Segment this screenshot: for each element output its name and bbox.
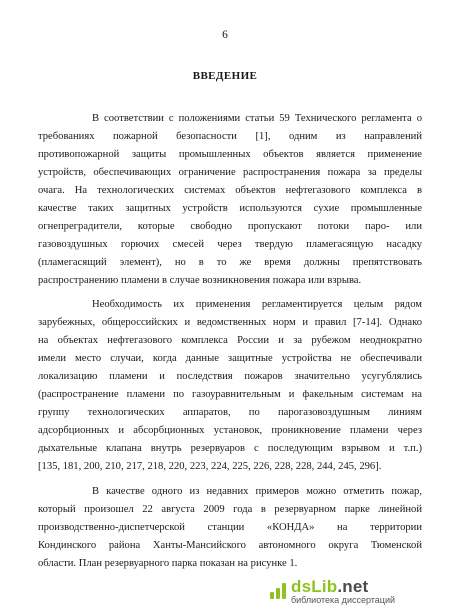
watermark-tagline: библиотека диссертаций: [291, 595, 396, 605]
logo-part-dslib: dsLib: [291, 577, 338, 596]
text-line: В качестве одного из недавних примеров можно отметить пожар,: [92, 486, 422, 497]
text-line: Необходимость их применения регламентируется целым рядом: [92, 299, 422, 310]
text-line: (пламегасящий элемент), но в то же время должны препятствовать: [38, 257, 422, 268]
page-number: 6: [222, 29, 228, 41]
text-line: производственно-диспетчерской станции «КОНДА» на территории: [38, 522, 422, 533]
text-line: Кондинского района Ханты-Мансийского автономного округа Тюменской: [38, 540, 422, 551]
watermark-logo: [291, 577, 368, 597]
text-line: очага. На технологических системах объектов нефтегазового комплекса в: [38, 185, 422, 196]
text-line: устройств, обеспечивающих ограничение распространения пожара за пределы: [38, 167, 422, 178]
text-line: локализацию пламени и последствия пожаров значительно усугублялись: [38, 371, 422, 382]
text-line: группу технологических аппаратов, по парогазовоздушным линиям: [38, 407, 422, 418]
text-line: на объектах нефтегазового комплекса России и за рубежом неоднократно: [38, 335, 422, 346]
text-line: области. План резервуарного парка показан на рисунке 1.: [38, 558, 298, 569]
text-line: противопожарной защиты промышленных объектов является применение: [38, 149, 422, 160]
text-line: требованиях пожарной безопасности [1], одним из направлений: [38, 131, 422, 142]
text-line: огнепреградители, которые свободно пропускают потоки паро- или: [38, 221, 422, 232]
logo-part-net: .net: [337, 577, 369, 596]
bar-chart-icon: [270, 583, 288, 599]
text-line: В соответствии с положениями статьи 59 Технического регламента о: [92, 113, 422, 124]
text-line: качестве таких защитных устройств используются сухие промышленные: [38, 203, 422, 214]
text-line: который произошел 22 августа 2009 года в резервуарном парке линейной: [38, 504, 422, 515]
text-line: газовоздушных горючих смесей через твердую пламегасящую насадку: [38, 239, 422, 250]
text-line: (распространение пламени по газоуравнительным и факельным системам на: [38, 389, 422, 400]
dslib-watermark[interactable]: [270, 577, 440, 607]
text-line: [135, 181, 200, 210, 217, 218, 220, 223, 224, 225, 226, 228, 228, 244, 245, 296].: [38, 461, 382, 472]
text-line: зарубежных, общероссийских и ведомственных норм и правил [7-14]. Однако: [38, 317, 422, 328]
page-heading: ВВЕДЕНИЕ: [192, 70, 258, 82]
text-line: адсорбционных и абсорбционных установок, проникновение пламени через: [38, 425, 422, 436]
text-line: дыхательные клапана внутрь резервуаров с последующим взрывом и т.п.): [38, 443, 422, 454]
text-line: распространению пламени в случае возникновения пожара или взрыва.: [38, 275, 362, 286]
text-line: имели место случаи, когда данные защитные устройства не обеспечивали: [38, 353, 422, 364]
